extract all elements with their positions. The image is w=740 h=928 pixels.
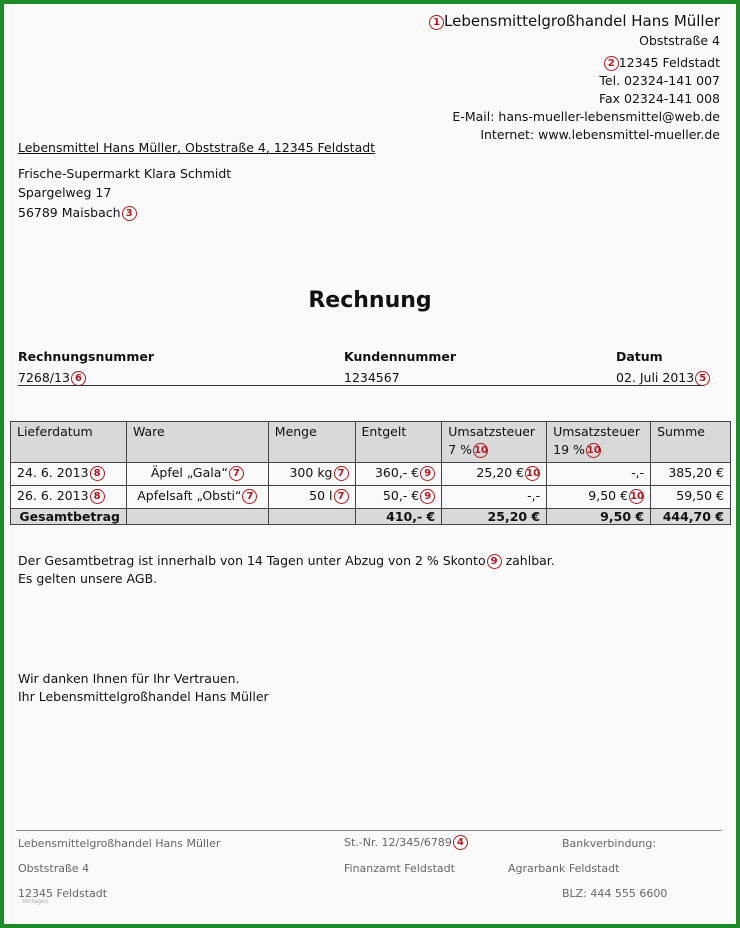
footer-bank-label: Bankverbindung: (562, 837, 657, 850)
cell-entgelt (355, 463, 442, 486)
header-lieferdatum: Lieferdatum (11, 422, 127, 463)
total-empty-ware (126, 509, 268, 525)
recipient-street: Spargelweg 17 (18, 184, 112, 200)
cell-ust19: -,- (547, 463, 651, 486)
sender-email: E-Mail: hans-mueller-lebensmittel@web.de (452, 109, 720, 124)
sender-name: Lebensmittelgroßhandel Hans Müller (444, 12, 720, 30)
total-label: Gesamtbetrag (11, 509, 127, 525)
header-summe: Summe (651, 422, 731, 463)
invoice-number-line (18, 370, 86, 386)
footer-tax-number: St.-Nr. 12/345/6789 (344, 836, 452, 849)
payment-text-after: zahlbar. (501, 553, 555, 568)
header-entgelt: Entgelt (355, 422, 442, 463)
date-label: Datum (616, 349, 663, 364)
total-ust19: 9,50 € (547, 509, 651, 525)
table-header-row (11, 422, 731, 463)
table-row (11, 486, 731, 509)
recipient-block (18, 165, 231, 223)
total-summe: 444,70 € (651, 509, 731, 525)
row-net: 360,- € (374, 465, 420, 480)
cell-ust7: -,- (442, 486, 547, 509)
marker-6: 6 (71, 371, 86, 386)
marker-7: 7 (334, 466, 349, 481)
closing-line-2: Ihr Lebensmittelgroßhandel Hans Müller (18, 689, 269, 704)
marker-8: 8 (90, 489, 105, 504)
marker-9: 9 (420, 466, 435, 481)
sender-street: Obststraße 4 (639, 33, 720, 48)
cell-menge (268, 486, 355, 509)
footer-city: 12345 Feldstadt (18, 887, 108, 900)
footer-street: Obststraße 4 (18, 862, 90, 875)
footer-bank-name: Agrarbank Feldstadt (508, 862, 620, 875)
marker-7: 7 (229, 466, 244, 481)
marker-7: 7 (242, 489, 257, 504)
marker-8: 8 (90, 466, 105, 481)
header-ust19-rate: 19 % (553, 442, 585, 457)
footer-blz: BLZ: 444 555 6600 (562, 887, 668, 900)
header-ware: Ware (126, 422, 268, 463)
header-ust7-label: Umsatzsteuer (448, 424, 536, 439)
header-ust7-rate: 7 % (448, 442, 473, 457)
recipient-city: 56789 Maisbach (18, 205, 121, 220)
cell-menge (268, 463, 355, 486)
cell-entgelt (355, 486, 442, 509)
invoice-date: 02. Juli 2013 (616, 370, 695, 385)
closing-block (18, 670, 269, 706)
footer-tax-line (344, 835, 468, 850)
marker-7: 7 (334, 489, 349, 504)
marker-10: 10 (526, 468, 541, 479)
customer-number: 1234567 (344, 370, 400, 385)
date-line (616, 370, 710, 386)
return-address: Lebensmittel Hans Müller, Obststraße 4, 12345 Feldstadt (18, 140, 376, 155)
marker-5: 5 (695, 371, 710, 386)
footer-tax-office: Finanzamt Feldstadt (344, 862, 455, 875)
sender-city-line (428, 54, 720, 72)
row-net: 50,- € (382, 488, 420, 503)
marker-10: 10 (474, 445, 488, 456)
marker-1: 1 (429, 15, 444, 30)
payment-line (18, 552, 555, 570)
document-title: Rechnung (308, 288, 432, 313)
recipient-company: Frische-Supermarkt Klara Schmidt (18, 166, 232, 181)
row-ust19: 9,50 € (588, 488, 629, 503)
sender-tel: Tel. 02324-141 007 (599, 73, 720, 88)
footer-divider (16, 830, 722, 831)
cell-ust7 (442, 463, 547, 486)
header-menge: Menge (268, 422, 355, 463)
cell-summe: 385,20 € (651, 463, 731, 486)
cell-ware (126, 486, 268, 509)
header-ust19-label: Umsatzsteuer (553, 424, 640, 439)
marker-2: 2 (604, 56, 619, 71)
invoice-table (10, 421, 731, 525)
sender-fax: Fax 02324-141 008 (598, 91, 720, 106)
row-quantity: 50 l (309, 488, 333, 503)
marker-9: 9 (420, 489, 435, 504)
sender-name-line (428, 12, 720, 30)
row-date: 24. 6. 2013 (17, 465, 89, 480)
total-ust7: 25,20 € (442, 509, 547, 525)
sender-block (428, 12, 720, 144)
marker-4: 4 (453, 835, 468, 850)
sender-internet: Internet: www.lebensmittel-mueller.de (480, 127, 720, 142)
marker-3: 3 (122, 206, 137, 221)
total-entgelt: 410,- € (355, 509, 442, 525)
cell-ware (126, 463, 268, 486)
header-ust7 (442, 422, 547, 463)
sender-city: 12345 Feldstadt (618, 55, 720, 70)
meta-underline (18, 385, 704, 386)
row-product: Äpfel „Gala“ (150, 465, 228, 480)
footer-company: Lebensmittelgroßhandel Hans Müller (18, 837, 221, 850)
invoice-number: 7268/13 (18, 370, 70, 385)
cell-lieferdatum (11, 486, 127, 509)
cell-summe: 59,50 € (651, 486, 731, 509)
agb-line: Es gelten unsere AGB. (18, 571, 158, 586)
table-total-row (11, 509, 731, 525)
payment-terms (18, 552, 555, 588)
watermark: Vorlagen (22, 898, 49, 905)
row-product: Apfelsaft „Obsti“ (137, 488, 242, 503)
cell-lieferdatum (11, 463, 127, 486)
cell-ust19 (547, 486, 651, 509)
marker-10: 10 (586, 445, 601, 456)
payment-text: Der Gesamtbetrag ist innerhalb von 14 Tagen unter Abzug von 2 % Skonto (18, 553, 486, 568)
row-ust7: 25,20 € (476, 465, 525, 480)
total-empty-menge (268, 509, 355, 525)
row-quantity: 300 kg (289, 465, 333, 480)
marker-9: 9 (487, 554, 502, 569)
recipient-city-line (18, 204, 231, 223)
row-date: 26. 6. 2013 (17, 488, 89, 503)
header-ust7-rate-line (448, 442, 540, 458)
header-ust19-rate-line (553, 442, 644, 458)
closing-line-1: Wir danken Ihnen für Ihr Vertrauen. (18, 671, 240, 686)
table-row (11, 463, 731, 486)
header-ust19 (547, 422, 651, 463)
marker-10: 10 (630, 491, 644, 502)
invoice-number-label: Rechnungsnummer (18, 349, 154, 364)
customer-number-label: Kundennummer (344, 349, 457, 364)
